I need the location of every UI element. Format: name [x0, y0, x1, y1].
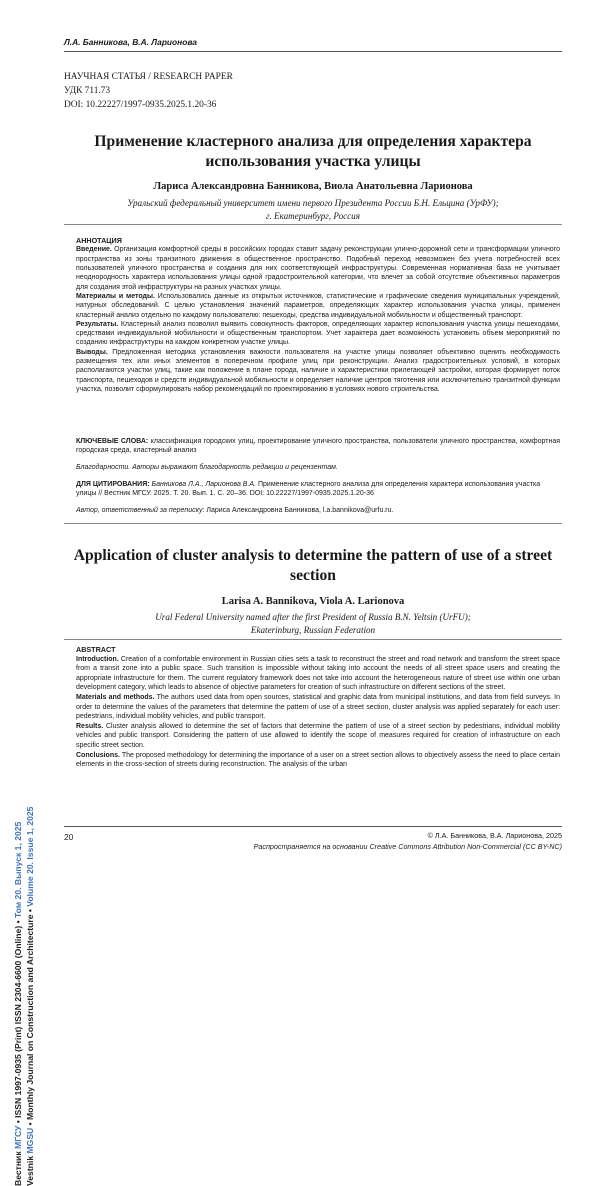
doi: DOI: 10.22227/1997-0935.2025.1.20-36 — [64, 99, 217, 110]
side-a: Vestnik — [25, 1153, 35, 1186]
affiliation-ru — [64, 197, 562, 223]
affiliation-en-line2: Ekaterinburg, Russian Federation — [250, 624, 376, 635]
text: Creation of a comfortable environment in Russian cities sets a task to reconstruct the street and road network and transform the street space from a transit zone into a public space. Such transition is impossible without taking into account the needs of all street space users and creating the appropriate infrastructure for them. The current regulatory framework does not take into account the heterogeneous nature of street use within one urban development category, which leads to absence of objective parameters for creation of such infrastructure on different sections of the street. — [76, 655, 560, 692]
abstract-ru-conclusions — [76, 348, 560, 395]
side-a: Вестник — [13, 1148, 23, 1186]
keywords-label: КЛЮЧЕВЫЕ СЛОВА: — [76, 438, 149, 445]
running-head: Л.А. Банникова, В.А. Ларионова — [64, 37, 197, 47]
label: Conclusions. — [76, 751, 120, 759]
authors-en: Larisa A. Bannikova, Viola A. Larionova — [221, 596, 405, 607]
rule-en-top — [64, 639, 562, 640]
article-meta — [64, 71, 233, 112]
citation — [76, 480, 560, 499]
abstract-en — [76, 645, 560, 770]
affiliation-ru-line1: Уральский федеральный университет имени первого Президента России Б.Н. Ельцина (УрФУ); — [127, 198, 499, 208]
article-type: НАУЧНАЯ СТАТЬЯ / RESEARCH PAPER — [64, 72, 233, 82]
label: Результаты. — [76, 320, 119, 328]
side-d: Volume 20. Issue 1, 2025 — [25, 806, 35, 907]
abstract-en-intro — [76, 655, 560, 693]
label: Results. — [76, 722, 104, 730]
corresp-text: Лариса Александровна Банникова, l.a.bannikova@urfu.ru. — [206, 507, 394, 514]
cite-authors: Банникова Л.А., Ларионова В.А. — [151, 481, 257, 488]
side-b: МГСУ — [13, 1125, 23, 1149]
text: Кластерный анализ позволил выявить совокупность факторов, определяющих характер использования участка улицы пешеходами, средствами индивидуальной мобильности и общественным транспортом. Учет характера дает возможность установить объем мероприятий по созданию инфраструктуры на каждом конкретном участке улицы. — [76, 320, 560, 347]
text: Организация комфортной среды в российских городах ставит задачу реконструкции улично-дорожной сети и трансформации уличного пространства из зоны транзитного движения в общественное пространство. Подобный переход невозможен без учета потребностей всех пользователей уличного пространства и создания для них соответствующей инфраструктуры. Современная нормативная база не учитывает неоднородность характера использования улицы одной градостроительной категории, что влечет за собой отсутствие объективных параметров для создания этой инфраструктуры на разных участках улицы. — [76, 246, 560, 291]
text: The authors used data from open sources, statistical and graphic data from municipal institutions, and data from field surveys. In order to determine the values of the parameters that determine the pattern of use of a street section, cluster analysis was applied separately for each user: pedestrians, individual mobility vehicles, and public transport. — [76, 693, 561, 721]
text: Использовались данные из открытых источников, статистические и графические сведения муниципальных учреждений, натурных обследований. С целью установления значений параметров, определяющих характер использования участка улицы, применен кластерный анализ отдельно по каждому пользователю: пешеходы, средства индивидуальной мобильности и общественный транспорт. — [76, 292, 560, 319]
label: Выводы. — [76, 348, 108, 356]
side-c: • Monthly Journal on Construction and Architecture • — [25, 906, 35, 1128]
label: Введение. — [76, 246, 112, 254]
udc: УДК 711.73 — [64, 85, 111, 96]
side-line-en — [24, 806, 36, 1186]
keywords-text: классификация городских улиц, проектирование уличного пространства, пользователи уличного пространства, комфортная городская среда, кластерный анализ — [76, 438, 561, 455]
side-c: • ISSN 1997-0935 (Print) ISSN 2304-6600 (Online) • — [13, 918, 23, 1126]
abstract-ru-intro — [76, 245, 560, 292]
title-en: Application of cluster analysis to determine the pattern of use of a street section — [73, 547, 553, 584]
license: Распространяется на основании Creative Commons Attribution Non-Commercial (CC BY-NC) — [253, 842, 562, 851]
title-ru: Применение кластерного анализа для определения характера использования участка улицы — [94, 133, 532, 170]
abstract-en-heading: ABSTRACT — [76, 645, 116, 654]
copyright: © Л.А. Банникова, В.А. Ларионова, 2025 — [427, 831, 562, 840]
page-number: 20 — [64, 832, 74, 842]
footer-rule — [64, 826, 562, 827]
affiliation-en — [64, 611, 562, 637]
header-rule — [64, 51, 562, 52]
text: Предложенная методика установления важности пользователя на участке улицы позволяет объективно оценить необходимость размещения тех или иных элементов в поперечном профиле улиц при реконструкции. Анализ градостроительных условий, в которых располагаются участки улиц, такие как положение в плане города, наличие и характеристики прилегающей застройки, которая формирует поток транспорта, пешеходов и средств индивидуальной мобильности и определяет наличие центров тяготения или исключительно транзитной функции участка, позволит сформулировать набор рекомендаций по проектированию в условиях нового строительства. — [76, 348, 560, 393]
abstract-ru — [76, 236, 560, 394]
text: The proposed methodology for determining the importance of a user on a street section allows to objectively assess the need to place certain elements in the cross-section of streets during reconstruction. The analysis of the urban — [76, 751, 560, 769]
footer-copyright — [254, 830, 562, 852]
side-b: MGSU — [25, 1127, 35, 1154]
cite-text: Применение кластерного анализа для определения характера использования участка улицы // Вестник МГСУ. 2025. Т. 20. Вып. 1. С. 20–36. DOI: 10.22227/1997-0935.2025.1.20-36 — [76, 481, 541, 498]
label: Materials and methods. — [76, 693, 155, 701]
abstract-en-results — [76, 722, 560, 751]
affiliation-en-line1: Ural Federal University named after the first President of Russia B.N. Yeltsin (UrFU); — [155, 612, 471, 622]
corresp-label: Автор, ответственный за переписку: — [76, 507, 205, 514]
label: Introduction. — [76, 655, 119, 663]
text: Cluster analysis allowed to determine the set of factors that determine the pattern of use of a street section by pedestrians, individual mobility vehicles and public transport. Considering the pattern of use allowed to identify the scope of measures required for creation of infrastructure on each specific street section. — [76, 722, 560, 749]
acknowledgements: Благодарности. Авторы выражают благодарность редакции и рецензентам. — [76, 464, 338, 471]
label: Материалы и методы. — [76, 292, 155, 300]
rule-ru-top — [64, 224, 562, 225]
cite-label: ДЛЯ ЦИТИРОВАНИЯ: — [76, 481, 150, 488]
abstract-ru-results — [76, 320, 560, 348]
side-d: Том 20. Выпуск 1, 2025 — [13, 821, 23, 919]
side-line-ru — [12, 806, 24, 1186]
corresponding-author — [76, 507, 560, 514]
affiliation-ru-line2: г. Екатеринбург, Россия — [266, 210, 360, 221]
keywords-ru — [76, 437, 560, 456]
authors-ru: Лариса Александровна Банникова, Виола Анатольевна Ларионова — [153, 181, 473, 192]
rule-ru-bottom — [64, 523, 562, 524]
abstract-en-methods — [76, 693, 560, 722]
abstract-ru-methods — [76, 292, 560, 320]
abstract-en-conclusions — [76, 751, 560, 770]
abstract-ru-heading: АННОТАЦИЯ — [76, 236, 122, 245]
journal-side-banner — [12, 806, 42, 1186]
